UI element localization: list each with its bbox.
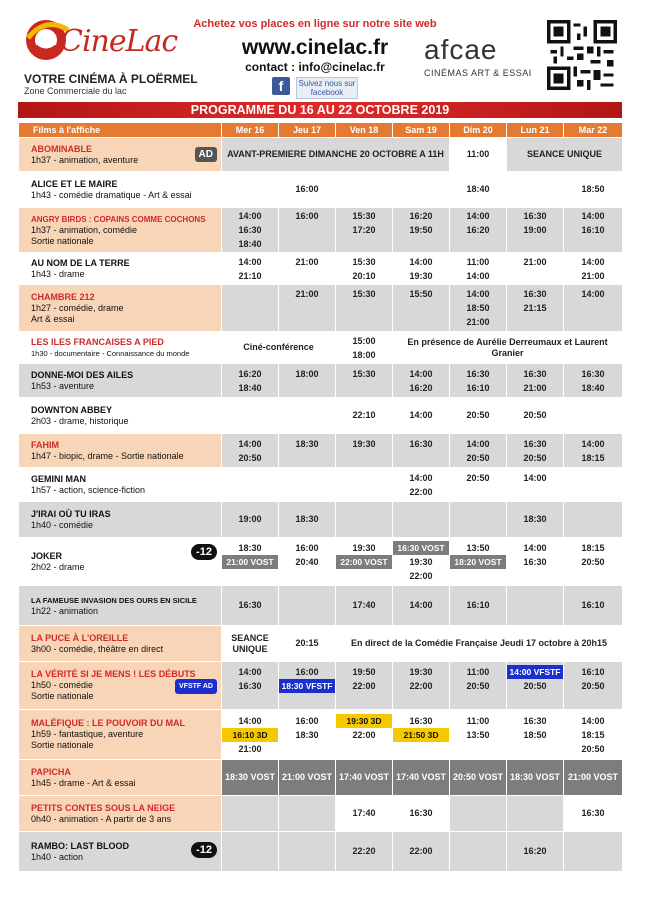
film-cell [19,208,222,253]
film-info: 1h43 - comédie dramatique - Art & essai [31,189,192,200]
showtime[interactable]: 16:10 [581,225,605,235]
film-extra: Sortie nationale [31,740,94,750]
film-cell [19,253,222,285]
film-info: 0h40 - animation - A partir de 3 ans [31,813,172,824]
column-header: Ven 18 [336,123,393,138]
showtime[interactable]: 18:40 [238,382,262,393]
showtime[interactable]: 18:30 [279,502,336,538]
showtime-vost[interactable]: 21:00 VOST [222,555,278,569]
showtime[interactable]: 14:00 [238,211,262,221]
showtime[interactable]: 16:20 [466,225,490,235]
showtime[interactable]: 16:30 [523,289,547,299]
film-info: 1h37 - animation, aventure [31,154,139,165]
column-header: Mer 16 [222,123,279,138]
film-title: DONNE-MOI DES AILES [31,369,134,380]
film-info: 1h40 - action [31,851,84,862]
showtime[interactable]: 18:00 [352,349,376,360]
showtime[interactable]: 21:00 [466,317,490,327]
logo-name: CineLac [60,24,178,59]
film-cell [19,626,222,662]
film-title: J'IRAI OÙ TU IRAS [31,508,111,519]
film-cell [19,398,222,434]
showtime[interactable]: 16:30 [238,680,262,691]
showtime[interactable]: 21:00 [523,382,547,393]
table-row [19,538,623,586]
table-row [19,285,623,332]
showtime[interactable]: 18:30 [238,542,262,553]
showtime[interactable]: 21:15 [523,303,547,313]
showtime-vost[interactable]: 22:00 VOST [336,555,392,569]
showtime[interactable]: 20:15 [279,626,336,662]
showtime[interactable]: 11:00 [466,256,490,267]
showtime[interactable]: 16:30 [523,556,547,567]
table-row [19,710,623,760]
column-header: Mar 22 [564,123,623,138]
showtime[interactable]: 14:00 [466,270,490,281]
showtime-vost[interactable]: 18:30 VOST [507,760,564,796]
showtime[interactable]: 21:00 [581,270,605,281]
table-row [19,760,623,796]
film-info: 1h57 - action, science-fiction [31,484,146,495]
showtime[interactable]: 14:00 [409,256,433,267]
showtime[interactable]: 14:00 [409,368,433,379]
program-banner: PROGRAMME DU 16 AU 22 OCTOBRE 2019 [18,102,622,118]
showtime[interactable]: 20:50 [581,743,605,754]
column-header: Sam 19 [393,123,450,138]
column-header: Dim 20 [450,123,507,138]
showtime[interactable]: 16:30 [238,225,262,235]
showtime[interactable]: 15:30 [352,211,376,221]
showtime[interactable]: 16:10 [450,586,507,626]
showtime[interactable]: 22:00 [352,680,376,691]
showtime[interactable]: 16:30 [393,796,450,832]
showtime[interactable]: 16:30 [581,368,605,379]
table-row [19,332,623,364]
film-title: AU NOM DE LA TERRE [31,257,130,268]
table-row [19,434,623,468]
showtime[interactable]: 16:20 [409,211,433,221]
program-table [18,122,623,872]
showtime[interactable]: 15:30 [352,256,376,267]
film-info: 1h45 - drame - Art & essai [31,777,136,788]
showtime[interactable]: 14:00 [238,256,262,267]
conference-label: Ciné-conférence [222,332,336,364]
showtime[interactable]: 14:00 [466,438,490,449]
table-header [19,123,623,138]
table-row [19,502,623,538]
film-cell [19,364,222,398]
film-info: 1h47 - biopic, drame - Sortie nationale [31,450,184,461]
showtime[interactable]: 22:00 [409,486,433,497]
showtime[interactable]: 19:30 [352,438,376,449]
column-header: Lun 21 [507,123,564,138]
showtime[interactable]: 16:10 [581,666,605,677]
table-row [19,626,623,662]
showtime[interactable]: 19:00 [222,502,279,538]
showtime[interactable]: 20:50 [466,452,490,463]
showtime-vost[interactable]: 20:50 VOST [450,760,507,796]
table-row [19,253,623,285]
showtime-vost[interactable]: 21:00 VOST [564,760,623,796]
film-title: ALICE ET LE MAIRE [31,178,118,189]
showtime[interactable]: 19:30 [409,556,433,567]
accessibility-icon: VFSTF AD [175,679,217,694]
showtime[interactable]: 20:50 [450,398,507,434]
film-title: ABOMINABLE [31,143,92,154]
showtime[interactable]: 22:00 [393,832,450,872]
showtime-vfstf[interactable]: 18:30 VFSTF [279,679,335,693]
showtime[interactable]: 18:50 [466,303,490,313]
showtime[interactable]: 18:00 [295,368,319,379]
showtime[interactable]: 20:50 [466,680,490,691]
showtime[interactable]: 14:00 [523,472,547,483]
film-info: 1h22 - animation [31,605,99,616]
tagline: VOTRE CINÉMA À PLOËRMEL [24,72,198,86]
film-cell [19,586,222,626]
film-cell [19,538,222,586]
showtime[interactable]: 20:50 [581,556,605,567]
showtime[interactable]: 14:00 [581,211,605,221]
film-cell [19,332,222,364]
film-title: MALÉFIQUE : LE POUVOIR DU MAL [31,718,185,728]
showtime[interactable]: 16:30 [564,796,623,832]
showtime[interactable]: 21:00 [295,289,319,299]
age-restriction-icon: -12 [191,842,217,858]
film-title: PETITS CONTES SOUS LA NEIGE [31,802,176,813]
showtime[interactable]: 20:50 [507,398,564,434]
showtime[interactable]: 20:50 [581,680,605,691]
presence-note: En présence de Aurélie Derreumaux et Laurent Granier [393,332,623,364]
showtime[interactable]: 18:50 [564,172,623,208]
showtime[interactable]: 19:30 [352,542,376,553]
showtime[interactable]: 16:30 [523,715,547,726]
showtime[interactable]: 18:40 [238,239,262,249]
showtime[interactable]: 15:50 [409,289,433,299]
showtime[interactable]: 16:30 [523,211,547,221]
film-info: 1h53 - aventure [31,380,95,391]
film-title: PAPICHA [31,766,71,777]
table-row [19,662,623,710]
showtime-vost[interactable]: 17:40 VOST [393,760,450,796]
audio-description-icon: AD [195,147,217,162]
showtime[interactable]: 21:00 [295,256,319,267]
film-cell [19,760,222,796]
showtime[interactable]: 14:00 [393,586,450,626]
showtime[interactable]: 18:30 [295,438,319,449]
showtime[interactable]: 14:00 [581,438,605,449]
film-cell [19,138,222,172]
film-cell [19,662,222,710]
showtime[interactable]: 16:00 [295,666,319,677]
film-info: 1h37 - animation, comédie [31,224,138,235]
afcae-logo: afcae [424,34,498,65]
table-row [19,796,623,832]
showtime[interactable]: 20:50 [523,452,547,463]
showtime[interactable]: 17:40 [336,796,393,832]
film-cell [19,172,222,208]
showtime[interactable]: 18:30 [507,502,564,538]
showtime-3d[interactable]: 16:10 3D [222,728,278,742]
table-row [19,398,623,434]
showtime[interactable]: 14:00 [238,438,262,449]
film-cell [19,832,222,872]
showtime[interactable]: 21:10 [238,270,262,281]
showtime[interactable]: 20:50 [523,680,547,691]
showtime[interactable]: 16:00 [295,211,319,221]
showtime[interactable]: 16:20 [507,832,564,872]
film-title: ANGRY BIRDS : COPAINS COMME COCHONS [31,214,206,224]
film-title: FAHIM [31,439,59,450]
film-title: DOWNTON ABBEY [31,404,112,415]
showtime[interactable]: 18:40 [581,382,605,393]
showtime[interactable]: 16:20 [238,368,262,379]
showtime[interactable]: 18:40 [450,172,507,208]
film-title: LA FAMEUSE INVASION DES OURS EN SICILE [31,595,197,605]
showtime[interactable]: 22:20 [336,832,393,872]
website-link[interactable]: www.cinelac.fr [241,36,389,59]
showtime[interactable]: 14:00 [238,715,262,726]
showtime[interactable]: 16:30 [523,438,547,449]
film-info: 1h43 - drame [31,268,85,279]
showtime[interactable]: 16:30 [466,368,490,379]
contact-email[interactable]: contact : info@cinelac.fr [245,60,385,74]
showtime-vost[interactable]: 21:00 VOST [279,760,336,796]
showtime[interactable]: 15:00 [352,335,376,346]
special-event: AVANT-PREMIERE DIMANCHE 20 OCTOBRE A 11H [222,138,450,172]
table-row [19,832,623,872]
showtime[interactable]: 16:30 [409,715,433,726]
showtime[interactable]: 14:00 [581,256,605,267]
showtime[interactable]: 13:50 [466,542,490,553]
showtime[interactable]: 22:10 [336,398,393,434]
film-extra: Sortie nationale [31,691,94,701]
showtime[interactable]: 11:00 [450,138,507,172]
film-info: 1h30 - documentaire - Connaissance du monde [31,348,190,358]
showtime[interactable]: 19:30 [409,270,433,281]
film-title: JOKER [31,550,63,561]
film-cell [19,468,222,502]
seance-unique-label: SEANCE UNIQUE [222,626,279,662]
showtime[interactable]: 22:00 [352,729,376,740]
showtime[interactable]: 16:10 [466,382,490,393]
film-extra: Sortie nationale [31,235,94,246]
showtime[interactable]: 14:00 [466,289,490,299]
showtime[interactable]: 19:00 [523,225,547,235]
film-cell [19,434,222,468]
promo-text: Achetez vos places en ligne sur notre site web [193,18,437,30]
showtime[interactable]: 18:15 [581,729,605,740]
film-info: 1h40 - comédie [31,519,94,530]
showtime[interactable]: 14:00 [466,211,490,221]
showtime[interactable]: 18:15 [581,542,605,553]
film-info: 2h03 - drame, historique [31,415,129,426]
column-header: Jeu 17 [279,123,336,138]
showtime[interactable]: 21:00 [238,743,262,754]
showtime[interactable]: 14:00 [393,398,450,434]
showtime-3d[interactable]: 21:50 3D [393,728,449,742]
showtime[interactable]: 20:10 [352,270,376,281]
table-row [19,208,623,253]
film-info: 1h50 - comédie [31,680,94,690]
showtime[interactable]: 20:50 [466,472,490,483]
film-title: GEMINI MAN [31,473,86,484]
table-row [19,586,623,626]
showtime-vost[interactable]: 18:30 VOST [222,760,279,796]
showtime[interactable]: 16:10 [564,586,623,626]
film-cell [19,502,222,538]
table-row [19,172,623,208]
film-title: LES ILES FRANCAISES A PIED [31,336,164,347]
film-cell [19,796,222,832]
showtime[interactable]: 17:40 [336,586,393,626]
showtime[interactable]: 16:30 [409,438,433,449]
film-cell [19,710,222,760]
showtime[interactable]: 17:20 [352,225,376,235]
showtime[interactable]: 15:30 [352,289,376,299]
showtime[interactable]: 14:00 [238,666,262,677]
showtime[interactable]: 19:50 [352,666,376,677]
showtime[interactable]: 20:50 [238,452,262,463]
showtime[interactable]: 18:30 [295,729,319,740]
showtime[interactable]: 11:00 [466,666,490,677]
age-restriction-icon: -12 [191,544,217,560]
showtime-vfstf[interactable]: 14:00 VFSTF [507,665,563,679]
facebook-icon[interactable]: f [272,77,290,95]
film-title: LA PUCE À L'OREILLE [31,632,129,643]
showtime[interactable]: 18:15 [581,452,605,463]
showtime[interactable]: 18:50 [523,729,547,740]
showtime[interactable]: 14:00 [581,715,605,726]
film-extra: Art & essai [31,313,75,324]
zone-text: Zone Commerciale du lac [24,86,127,96]
film-cell [19,285,222,332]
table-row [19,468,623,502]
seance-unique-label: SEANCE UNIQUE [507,138,623,172]
showtime[interactable]: 11:00 [466,715,490,726]
film-title: LA VÉRITÉ SI JE MENS ! LES DÉBUTS [31,669,196,679]
showtime[interactable]: 21:00 [523,256,547,267]
showtime-vost[interactable]: 16:30 VOST [393,541,449,555]
showtime[interactable]: 22:00 [409,570,433,581]
film-title: CHAMBRE 212 [31,291,95,302]
afcae-subtitle: CINÉMAS ART & ESSAI [424,68,532,78]
showtime[interactable]: 19:50 [409,225,433,235]
live-note: En direct de la Comédie Française Jeudi 17 octobre à 20h15 [336,626,623,662]
showtime[interactable]: 14:00 [523,542,547,553]
showtime[interactable]: 20:40 [295,556,319,567]
showtime-3d[interactable]: 19:30 3D [336,714,392,728]
showtime[interactable]: 16:20 [409,382,433,393]
film-info: 1h27 - comédie, drame [31,302,124,313]
facebook-link[interactable]: Suivez nous sur facebook [296,77,358,99]
film-info: 1h59 - fantastique, aventure [31,729,144,739]
table-row [19,138,623,172]
showtime[interactable]: 14:00 [581,289,605,299]
showtime[interactable]: 16:00 [295,542,319,553]
showtime-vost[interactable]: 17:40 VOST [336,760,393,796]
qr-code-icon[interactable] [547,20,617,90]
showtime[interactable]: 13:50 [466,729,490,740]
showtime[interactable]: 15:30 [352,368,376,379]
showtime[interactable]: 14:00 [409,472,433,483]
showtime[interactable]: 22:00 [409,680,433,691]
showtime[interactable]: 16:00 [295,715,319,726]
showtime[interactable]: 16:00 [279,172,336,208]
showtime-vost[interactable]: 18:20 VOST [450,555,506,569]
film-info: 2h02 - drame [31,561,85,572]
showtime[interactable]: 16:30 [523,368,547,379]
table-row [19,364,623,398]
film-info: 3h00 - comédie, théâtre en direct [31,643,164,654]
column-header: Films à l'affiche [19,123,222,138]
showtime[interactable]: 16:30 [222,586,279,626]
film-title: RAMBO: LAST BLOOD [31,840,129,851]
showtime[interactable]: 19:30 [409,666,433,677]
